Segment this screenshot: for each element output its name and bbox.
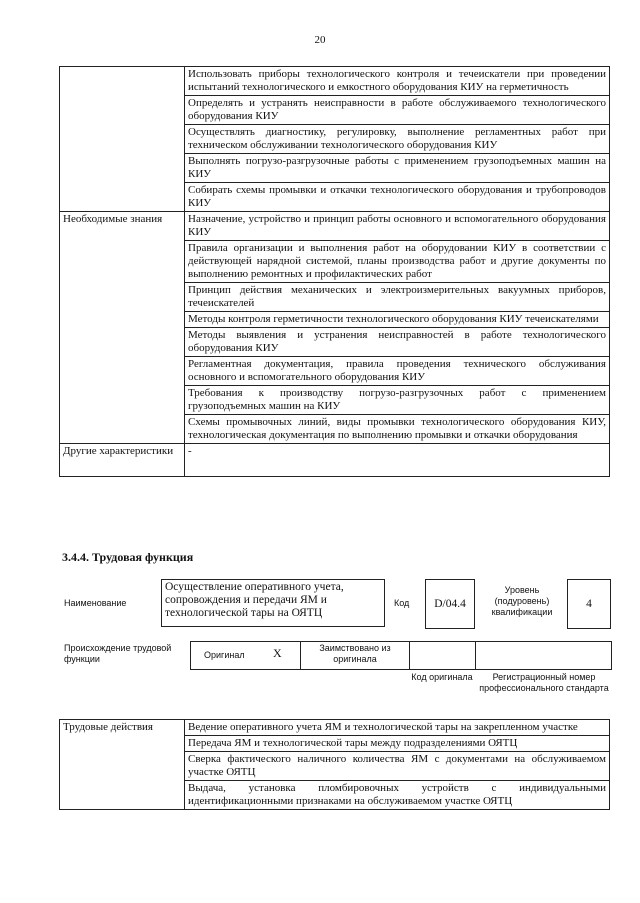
- borrowed-label: Заимствовано из оригинала: [319, 643, 391, 664]
- level-label: Уровень (подуровень) квалификации: [491, 585, 553, 617]
- origin-label: Происхождение трудовой функции: [64, 643, 172, 664]
- level-value: 4: [567, 579, 611, 629]
- knowledge-cell: Назначение, устройство и принцип работы основного и вспомогательного оборудования КИУ: [185, 212, 610, 241]
- code-label: Код: [394, 598, 410, 608]
- origin-divider: [409, 641, 410, 669]
- action-cell: Ведение оперативного учета ЯМ и технологической тары на закрепленном участке: [185, 720, 610, 736]
- code-value: D/04.4: [425, 579, 475, 629]
- skill-cell: Использовать приборы технологического контроля и течеискатели при проведении испытаний технологического и емкостного оборудования КИУ на герметичность: [185, 67, 610, 96]
- skill-cell: Осуществлять диагностику, регулировку, выполнение регламентных работ при техническом обслуживании технологического оборудования КИУ: [185, 125, 610, 154]
- skill-cell: Выполнять погрузо-разгрузочные работы с применением грузоподъемных машин на КИУ: [185, 154, 610, 183]
- original-label: Оригинал: [204, 650, 245, 660]
- other-label: Другие характеристики: [60, 444, 185, 477]
- knowledge-cell: Регламентная документация, правила проведения технического обслуживания основного и вспомогательного оборудования КИУ: [185, 357, 610, 386]
- knowledge-cell: Методы контроля герметичности технологического оборудования КИУ течеискателями: [185, 312, 610, 328]
- action-cell: Выдача, установка пломбировочных устройств с индивидуальными идентификационными признаками на обслуживаемом участке ОЯТЦ: [185, 781, 610, 810]
- skills-knowledge-table: [59, 66, 610, 477]
- knowledge-cell: Требования к производству погрузо-разгрузочных работ с применением грузоподъемных машин на КИУ: [185, 386, 610, 415]
- table-row: [60, 67, 610, 96]
- knowledge-cell: Методы выявления и устранения неисправностей в работе технологического оборудования КИУ: [185, 328, 610, 357]
- knowledge-cell: Схемы промывочных линий, виды промывки технологического оборудования КИУ, технологическая документация по выполнению промывки и откачки оборудования: [185, 415, 610, 444]
- action-cell: Сверка фактического наличного количества ЯМ с документами на обслуживаемом участке ОЯТЦ: [185, 752, 610, 781]
- skills-label-cell: [60, 67, 185, 212]
- function-name-value: Осуществление оперативного учета, сопровождения и передачи ЯМ и технологической тары на ОЯТЦ: [161, 579, 385, 627]
- knowledge-label: Необходимые знания: [60, 212, 185, 444]
- knowledge-cell: Принцип действия механических и электроизмерительных вакуумных приборов, течеискателей: [185, 283, 610, 312]
- actions-table: [59, 719, 610, 810]
- table-row: [60, 444, 610, 477]
- name-label: Наименование: [64, 598, 127, 608]
- skill-cell: Определять и устранять неисправности в работе обслуживаемого технологического оборудования КИУ: [185, 96, 610, 125]
- skill-cell: Собирать схемы промывки и откачки технологического оборудования и трубопроводов КИУ: [185, 183, 610, 212]
- origin-divider: [475, 641, 476, 669]
- table-row: [60, 720, 610, 736]
- other-value: -: [185, 444, 610, 477]
- code-original-label: Код оригинала: [411, 672, 473, 682]
- origin-divider: [300, 641, 301, 669]
- page-number: 20: [314, 34, 326, 46]
- reg-number-label: Регистрационный номер профессионального стандарта: [479, 672, 609, 693]
- original-mark: X: [273, 646, 282, 660]
- section-title: 3.4.4. Трудовая функция: [62, 550, 194, 564]
- action-cell: Передача ЯМ и технологической тары между подразделениями ОЯТЦ: [185, 736, 610, 752]
- knowledge-cell: Правила организации и выполнения работ на оборудовании КИУ в соответствии с действующей нарядной системой, планы производства работ и другие документы по выполнению ремонтных и профилактических работ: [185, 241, 610, 283]
- actions-label: Трудовые действия: [60, 720, 185, 810]
- table-row: [60, 212, 610, 241]
